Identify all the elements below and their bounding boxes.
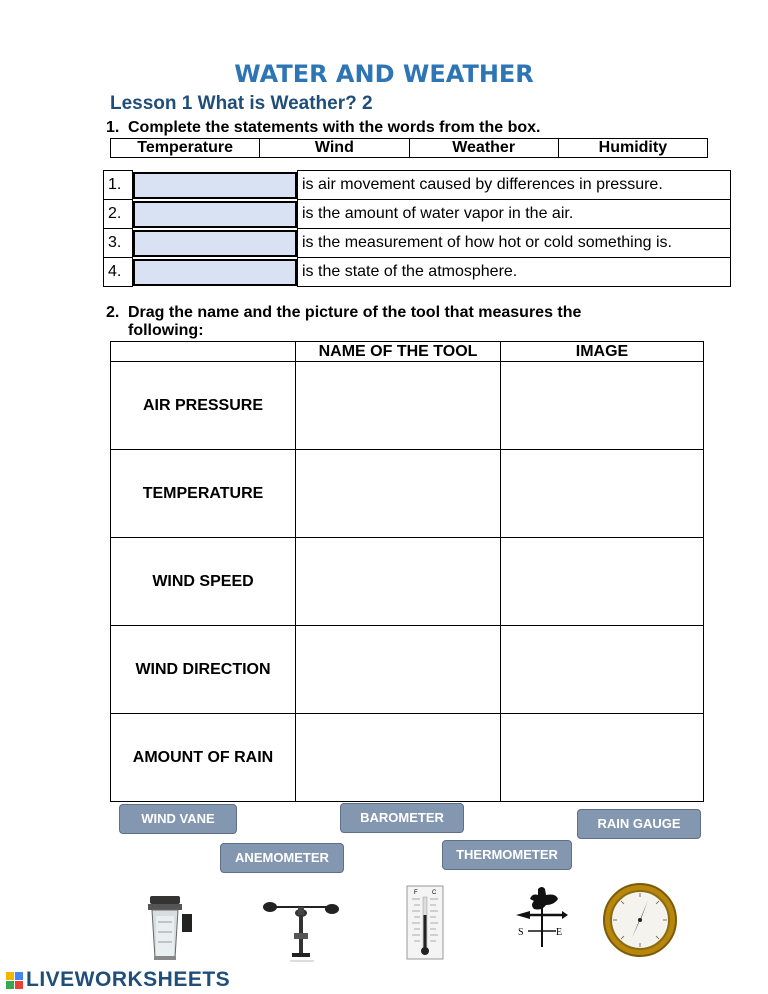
header-empty xyxy=(111,342,296,362)
table-row xyxy=(111,362,704,450)
statement-row xyxy=(104,200,731,229)
name-drop-zone[interactable] xyxy=(296,538,501,626)
name-drop-zone[interactable] xyxy=(296,362,501,450)
measure-label: WIND DIRECTION xyxy=(111,626,296,714)
thermometer-icon xyxy=(406,885,444,960)
statement-text: is the amount of water vapor in the air. xyxy=(298,200,731,229)
table-row xyxy=(111,538,704,626)
measure-label: WIND SPEED xyxy=(111,538,296,626)
rain-gauge-icon xyxy=(138,892,196,964)
barometer-image[interactable] xyxy=(602,882,678,958)
question-2-text-cont: following: xyxy=(128,322,204,339)
header-image: IMAGE xyxy=(501,342,704,362)
statement-number: 4. xyxy=(104,258,133,287)
image-drop-zone[interactable] xyxy=(501,626,704,714)
page-title: WATER AND WEATHER xyxy=(234,60,534,88)
word-weather: Weather xyxy=(410,139,559,157)
question-1 xyxy=(106,119,541,137)
tools-header-row xyxy=(111,342,704,362)
statement-number: 2. xyxy=(104,200,133,229)
statement-number: 3. xyxy=(104,229,133,258)
measure-label: TEMPERATURE xyxy=(111,450,296,538)
chip-thermometer[interactable]: THERMOMETER xyxy=(442,840,572,870)
name-drop-zone[interactable] xyxy=(296,626,501,714)
word-box xyxy=(110,138,708,158)
anemometer-icon xyxy=(262,893,340,965)
word-humidity: Humidity xyxy=(598,139,668,156)
table-row xyxy=(111,450,704,538)
thermometer-image[interactable] xyxy=(406,885,444,960)
answer-input-4[interactable] xyxy=(133,259,297,286)
question-1-text: Complete the statements with the words from the box. xyxy=(128,119,541,136)
statement-row xyxy=(104,258,731,287)
question-2-number: 2. xyxy=(106,304,120,321)
statement-number: 1. xyxy=(104,171,133,200)
measure-label: AIR PRESSURE xyxy=(111,362,296,450)
scale-c: C xyxy=(432,890,437,896)
answer-input-2[interactable] xyxy=(133,201,297,228)
word-wind: Wind xyxy=(260,139,409,157)
statement-row xyxy=(104,229,731,258)
statement-text: is the state of the atmosphere. xyxy=(298,258,731,287)
question-1-number: 1. xyxy=(106,119,120,136)
scale-f: F xyxy=(414,890,418,896)
answer-blank-2[interactable] xyxy=(133,200,298,229)
image-drop-zone[interactable] xyxy=(501,538,704,626)
header-name-of-tool: NAME OF THE TOOL xyxy=(296,342,501,362)
chip-rain-gauge[interactable]: RAIN GAUGE xyxy=(577,809,701,839)
rain-gauge-image[interactable] xyxy=(138,892,196,964)
answer-input-3[interactable] xyxy=(133,230,297,257)
table-row xyxy=(111,626,704,714)
statement-row xyxy=(104,171,731,200)
question-2 xyxy=(106,304,581,340)
answer-blank-1[interactable] xyxy=(133,171,298,200)
liveworksheets-logo xyxy=(6,968,230,992)
statement-text: is air movement caused by differences in pressure. xyxy=(298,171,731,200)
direction-e: E xyxy=(556,927,563,938)
wind-vane-icon xyxy=(512,885,570,949)
anemometer-image[interactable] xyxy=(262,893,340,965)
chip-anemometer[interactable]: ANEMOMETER xyxy=(220,843,344,873)
question-2-text: Drag the name and the picture of the tool that measures the xyxy=(128,304,582,321)
chip-barometer[interactable]: BAROMETER xyxy=(340,803,464,833)
word-temperature: Temperature xyxy=(111,139,260,157)
answer-blank-3[interactable] xyxy=(133,229,298,258)
table-row xyxy=(111,714,704,802)
statement-text: is the measurement of how hot or cold something is. xyxy=(298,229,731,258)
image-drop-zone[interactable] xyxy=(501,362,704,450)
direction-s: S xyxy=(518,927,524,938)
chip-wind-vane[interactable]: WIND VANE xyxy=(119,804,237,834)
logo-blocks-icon xyxy=(6,972,23,989)
image-drop-zone[interactable] xyxy=(501,450,704,538)
name-drop-zone[interactable] xyxy=(296,450,501,538)
name-drop-zone[interactable] xyxy=(296,714,501,802)
tools-table xyxy=(110,341,704,802)
lesson-subtitle: Lesson 1 What is Weather? 2 xyxy=(110,93,373,114)
answer-input-1[interactable] xyxy=(133,172,297,199)
image-drop-zone[interactable] xyxy=(501,714,704,802)
barometer-icon xyxy=(602,882,678,958)
logo-text: LIVEWORKSHEETS xyxy=(26,968,231,991)
statements-table xyxy=(103,170,731,287)
answer-blank-4[interactable] xyxy=(133,258,298,287)
measure-label: AMOUNT OF RAIN xyxy=(111,714,296,802)
wind-vane-image[interactable] xyxy=(512,885,570,949)
